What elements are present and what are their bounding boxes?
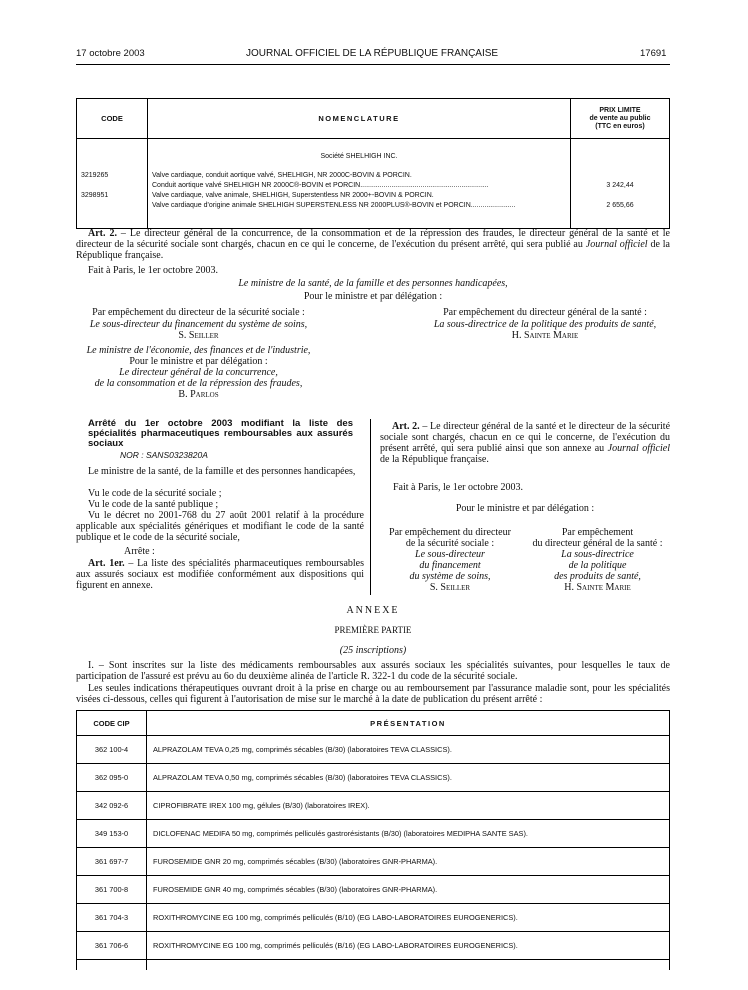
journal-name: Journal officiel	[585, 239, 648, 250]
article-1-paragraph	[76, 558, 364, 591]
article-label: Art. 2.	[88, 228, 117, 239]
vu-line-3: Vu le décret no 2001-768 du 27 août 2001 relatif à la procédure applicable aux spécialités génériques et modifiant le code de la santé publique et le code de la sécurité sociale,	[76, 510, 364, 543]
column-header-presentation: PRÉSENTATION	[147, 711, 670, 736]
delegation-line-2: Pour le ministre et par délégation :	[455, 503, 595, 514]
eco-minister-line2: Pour le ministre et par délégation :	[129, 356, 268, 367]
annexe-paragraph-1: I. – Sont inscrites sur la liste des médicaments remboursables aux assurés sociaux les spécialités suivantes, pour lesquelles le taux de participation de l'assuré est prévu au 6o du deuxième alinéa de l'article R. 322-1 du code de la sécurité sociale.	[76, 660, 670, 682]
table-row	[77, 848, 670, 876]
sig2-right-line2: du directeur général de la santé :	[532, 538, 663, 549]
fait-a-paris-2: Fait à Paris, le 1er octobre 2003.	[393, 482, 523, 493]
vu-line-2: Vu le code de la santé publique ;	[88, 499, 219, 510]
column-header-nomenclature: NOMENCLATURE	[148, 99, 571, 139]
annexe-part: PREMIÈRE PARTIE	[334, 625, 412, 635]
nomenclature-cell	[148, 139, 571, 229]
article-text: – Le directeur général de la concurrence, de la consommation et de la répression des fraudes, le directeur général de la santé et le directeur de la sécurité sociale sont chargés, chacun en ce qui le concerne, de l'exécution du présent arrêté, qui sera publié au	[76, 228, 670, 250]
table-row	[77, 876, 670, 904]
signature-left-line1: Par empêchement du directeur de la sécurité sociale :	[92, 307, 305, 318]
presentation-text: ROXITHROMYCINE EG 100 mg, comprimés pelliculés (B/10) (EG LABO-LABORATOIRES EUROGENERICS).	[147, 904, 670, 932]
price-value: 3 242,44	[606, 182, 634, 189]
header-date: 17 octobre 2003	[76, 48, 145, 59]
cip-code-empty	[77, 960, 147, 971]
sig2-right-line4: de la politique	[568, 560, 627, 571]
fait-a-paris-1: Fait à Paris, le 1er octobre 2003.	[88, 265, 218, 276]
signature-left-name: S. Seiller	[178, 330, 219, 341]
article-2-right-paragraph	[380, 421, 670, 465]
presentation-text: ALPRAZOLAM TEVA 0,50 mg, comprimés sécables (B/30) (laboratoires TEVA CLASSICS).	[147, 764, 670, 792]
nomenclature-line: Valve cardiaque, conduit aortique valvé, SHELHIGH, NR 2000C-BOVIN & PORCIN.	[152, 172, 412, 179]
article-text-end: de la République française.	[76, 239, 670, 261]
header-journal-title: JOURNAL OFFICIEL DE LA RÉPUBLIQUE FRANÇAISE	[246, 48, 499, 59]
annexe-title: ANNEXE	[346, 605, 400, 616]
header-rule	[76, 64, 670, 65]
sig2-left-line5: du système de soins,	[409, 571, 491, 582]
presentation-text: ROXITHROMYCINE EG 100 mg, comprimés pelliculés (B/16) (EG LABO-LABORATOIRES EUROGENERICS).	[147, 932, 670, 960]
article-label: Art. 2.	[392, 421, 420, 432]
cip-code: 349 153-0	[77, 820, 147, 848]
vu-line-1: Vu le code de la sécurité sociale ;	[88, 488, 222, 499]
signature-right-line2: La sous-directrice de la politique des produits de santé,	[433, 319, 657, 330]
code-value: 3219265	[81, 172, 109, 179]
sig2-left-line4: du financement	[419, 560, 481, 571]
sig2-left-line3: Le sous-directeur	[415, 549, 485, 560]
presentation-text: FUROSEMIDE GNR 20 mg, comprimés sécables (B/30) (laboratoires GNR-PHARMA).	[147, 848, 670, 876]
table-header-row	[77, 711, 670, 736]
nomenclature-table	[76, 98, 670, 229]
table-row	[77, 736, 670, 764]
company-name: Société SHELHIGH INC.	[320, 153, 398, 160]
presentation-text: FUROSEMIDE GNR 40 mg, comprimés sécables (B/30) (laboratoires GNR-PHARMA).	[147, 876, 670, 904]
presentation-text: ALPRAZOLAM TEVA 0,25 mg, comprimés sécables (B/30) (laboratoires TEVA CLASSICS).	[147, 736, 670, 764]
cip-code: 361 697-7	[77, 848, 147, 876]
table-row	[77, 904, 670, 932]
nomenclature-line: Conduit aortique valvé SHELHIGH NR 2000C®-BOVIN et PORCIN..................................................................	[152, 182, 489, 189]
sig2-right-line1: Par empêchement	[561, 527, 634, 538]
eco-minister-name: B. Parlos	[178, 389, 219, 400]
signature-right-name: H. Sainte Marie	[511, 330, 579, 341]
header-page-number: 17691	[640, 48, 667, 59]
table-row	[77, 792, 670, 820]
table-row	[77, 820, 670, 848]
article-2-paragraph	[76, 228, 670, 261]
nor-reference: NOR : SANS0323820A	[120, 450, 208, 460]
delegation-line: Pour le ministre et par délégation :	[303, 291, 443, 302]
eco-minister-line3: Le directeur général de la concurrence,	[119, 367, 278, 378]
prix-line-2: de vente au public	[589, 114, 651, 122]
sig2-left-name: S. Seiller	[429, 582, 471, 593]
table-row	[77, 139, 670, 229]
column-header-code: CODE	[77, 99, 148, 139]
price-cell	[571, 139, 670, 229]
code-value: 3298951	[81, 192, 109, 199]
table-header-row	[77, 99, 670, 139]
annexe-paragraph-2: Les seules indications thérapeutiques ouvrant droit à la prise en charge ou au remboursement par l'assurance maladie sont, pour les spécialités visées ci-dessous, celles qui figurent à l'autorisation de mise sur le marché à la date de publication du présent arrêté :	[76, 683, 670, 705]
price-value: 2 655,66	[606, 202, 634, 209]
cip-code: 342 092-6	[77, 792, 147, 820]
arrete-title: Arrêté du 1er octobre 2003 modifiant la liste des spécialités pharmaceutiques remboursables aux assurés sociaux	[88, 418, 353, 449]
column-header-prix	[571, 99, 670, 139]
column-header-code-cip: CODE CIP	[77, 711, 147, 736]
journal-name: Journal officiel	[607, 443, 670, 454]
sig2-right-name: H. Sainte Marie	[564, 582, 631, 593]
eco-minister-line1: Le ministre de l'économie, des finances et de l'industrie,	[86, 345, 311, 356]
sig2-right-line5: des produits de santé,	[554, 571, 641, 582]
sig2-left-line1: Par empêchement du directeur	[389, 527, 511, 538]
article-text: – Le directeur général de la santé et le directeur de la sécurité sociale sont chargés, chacun en ce qui le concerne, de l'exécution du présent arrêté, qui sera publié ainsi que son annexe au	[380, 421, 671, 454]
eco-minister-line4: de la consommation et de la répression des fraudes,	[94, 378, 303, 389]
cip-code: 361 700-8	[77, 876, 147, 904]
column-divider	[370, 419, 371, 595]
nomenclature-line: Valve cardiaque d'origine animale SHELHIGH SUPERSTENLESS NR 2000PLUS®-BOVIN et PORCIN.......................	[152, 202, 516, 209]
prix-line-3: (TTC en euros)	[595, 122, 645, 130]
cip-code: 361 704-3	[77, 904, 147, 932]
presentation-table	[76, 710, 670, 970]
cip-code: 362 095-0	[77, 764, 147, 792]
presentation-empty	[147, 960, 670, 971]
signature-left-line2: Le sous-directeur du financement du système de soins,	[89, 319, 308, 330]
signature-right-line1: Par empêchement du directeur général de la santé :	[443, 307, 647, 318]
cip-code: 361 706-6	[77, 932, 147, 960]
prix-line-1: PRIX LIMITE	[599, 106, 641, 114]
presentation-text: CIPROFIBRATE IREX 100 mg, gélules (B/30) (laboratoires IREX).	[147, 792, 670, 820]
article-label: Art. 1er.	[88, 558, 125, 569]
nomenclature-line: Valve cardiaque, valve animale, SHELHIGH, Superstentless NR 2000+-BOVIN & PORCIN.	[152, 192, 434, 199]
arrete-intro: Le ministre de la santé, de la famille et des personnes handicapées,	[88, 466, 356, 477]
cip-code: 362 100-4	[77, 736, 147, 764]
sig2-right-line3: La sous-directrice	[561, 549, 634, 560]
table-row	[77, 960, 670, 971]
article-text-end: de la République française.	[380, 454, 489, 465]
arrete-word: Arrête :	[124, 546, 155, 557]
minister-title: Le ministre de la santé, de la famille et des personnes handicapées,	[238, 278, 508, 289]
code-cell	[77, 139, 148, 229]
presentation-text: DICLOFENAC MEDIFA 50 mg, comprimés pelliculés gastrorésistants (B/30) (laboratoires MEDIPHA SANTE SAS).	[147, 820, 670, 848]
sig2-left-line2: de la sécurité sociale :	[405, 538, 495, 549]
article-text: – La liste des spécialités pharmaceutiques remboursables aux assurés sociaux est modifiée conformément aux dispositions qui figurent en annexe.	[76, 558, 364, 591]
table-row	[77, 764, 670, 792]
table-row	[77, 932, 670, 960]
annexe-inscriptions: (25 inscriptions)	[339, 645, 407, 656]
